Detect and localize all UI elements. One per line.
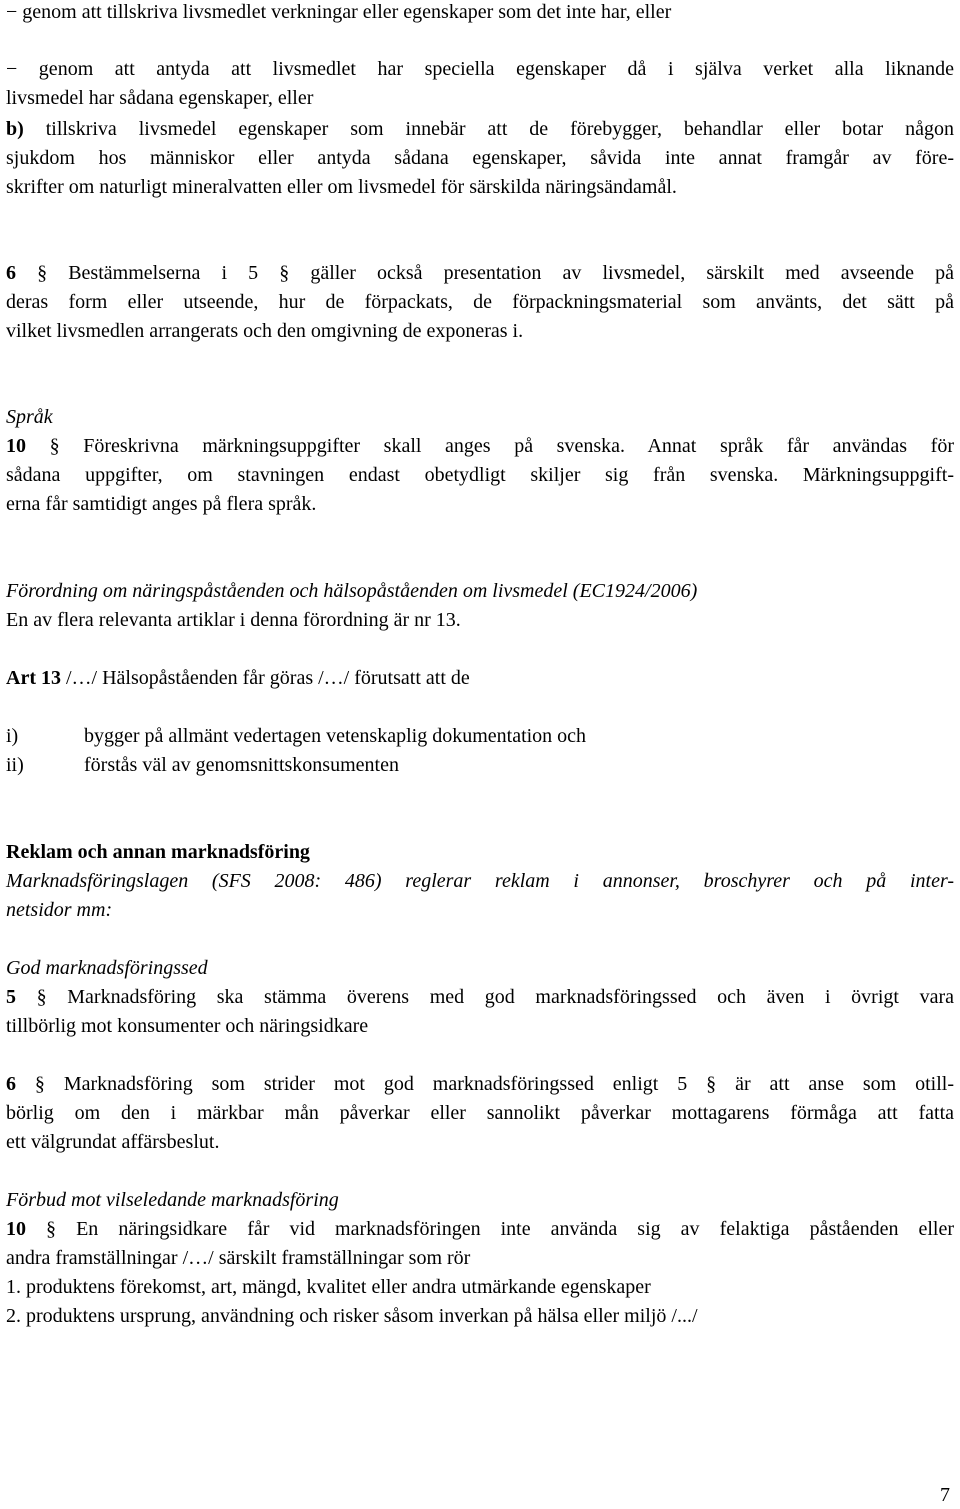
- paragraph-b: [6, 115, 954, 202]
- forbud-section: [6, 1186, 954, 1331]
- section-sign: §: [49, 435, 60, 457]
- section-number: 10: [6, 1218, 26, 1240]
- list-item-text: bygger på allmänt vedertagen vetenskaplig dokumentation och: [84, 725, 587, 747]
- paragraph-b-label: b): [6, 118, 24, 140]
- section-sign: §: [279, 262, 290, 284]
- section-6-line-3: vilket livsmedlen arrangerats och den omgivning de exponeras i.: [6, 320, 524, 342]
- section-6-line-1: [6, 259, 954, 288]
- section-sign: §: [34, 1073, 45, 1095]
- reklam-line-2: netsidor mm:: [6, 899, 113, 921]
- page-number: 7: [940, 1484, 950, 1506]
- article-13-list: [6, 722, 954, 780]
- list-item-number: i): [6, 725, 19, 747]
- article-text: /…/ Hälsopåståenden får göras /…/ förutsatt att de: [60, 667, 470, 689]
- list-item-text: förstås väl av genomsnittskonsumenten: [84, 754, 399, 776]
- forbud-item-2: 2. produktens ursprung, användning och risker såsom inverkan på hälsa eller miljö /.../: [6, 1305, 698, 1327]
- article-13: [6, 664, 954, 693]
- list-item-number: ii): [6, 754, 24, 776]
- section-number: 5: [6, 986, 16, 1008]
- section-number: 6: [6, 1073, 16, 1095]
- forordning-section: [6, 577, 954, 635]
- forbud-heading: Förbud mot vilseledande marknadsföring: [6, 1189, 339, 1211]
- god-sed-s6-text-1a: Marknadsföring som strider mot god marknadsföringssed enligt 5: [44, 1073, 707, 1095]
- sprak-text-1: Föreskrivna märkningsuppgifter skall anges på svenska. Annat språk får användas för: [59, 435, 954, 457]
- paragraph-b-line-1: [6, 115, 954, 144]
- god-sed-s6-line-2: börlig om den i märkbar mån påverkar eller sannolikt påverkar mottagarens förmåga att fatta: [6, 1102, 954, 1124]
- forbud-s10-line-2: andra framställningar /…/ särskilt framställningar som rör: [6, 1247, 471, 1269]
- article-13-line: [6, 664, 954, 693]
- forbud-s10-line-1: [6, 1215, 954, 1244]
- section-sign: §: [46, 1218, 57, 1240]
- sprak-section: [6, 403, 954, 519]
- sprak-heading: Språk: [6, 406, 53, 428]
- section-sign: §: [37, 262, 48, 284]
- reklam-heading: Reklam och annan marknadsföring: [6, 841, 310, 863]
- intro-block-2: [6, 55, 954, 113]
- god-sed-s6-text-1b: är att anse som otill-: [716, 1073, 955, 1095]
- intro-line-3: livsmedel har sådana egenskaper, eller: [6, 87, 314, 109]
- paragraph-b-line-2: sjukdom hos människor eller antyda sådana egenskaper, såvida inte annat framgår av före-: [6, 147, 954, 169]
- intro-line-2: − genom att antyda att livsmedlet har speciella egenskaper då i själva verket alla liknande: [6, 58, 954, 80]
- list-item: [6, 751, 954, 780]
- section-6-text-1a: Bestämmelserna i 5: [47, 262, 280, 284]
- intro-block: [6, 0, 954, 27]
- god-sed-s5-text-1: Marknadsföring ska stämma överens med god marknadsföringssed och även i övrigt vara: [46, 986, 955, 1008]
- god-sed-heading: God marknadsföringssed: [6, 957, 208, 979]
- sprak-line-2: sådana uppgifter, om stavningen endast obetydligt skiljer sig från svenska. Märkningsuppgift-: [6, 464, 954, 486]
- paragraph-b-text-1: tillskriva livsmedel egenskaper som innebär att de förebygger, behandlar eller botar någon: [23, 118, 954, 140]
- section-6-presentation: [6, 259, 954, 346]
- section-sign: §: [706, 1073, 717, 1095]
- god-sed-s6-line-1: [6, 1070, 954, 1099]
- god-sed-s6: [6, 1070, 954, 1157]
- section-sign: §: [36, 986, 47, 1008]
- section-number: 6: [6, 262, 16, 284]
- reklam-section: [6, 838, 954, 925]
- section-6-line-2: deras form eller utseende, hur de förpackats, de förpackningsmaterial som använts, det sätt på: [6, 291, 954, 313]
- intro-line-1: − genom att tillskriva livsmedlet verkningar eller egenskaper som det inte har, eller: [6, 1, 672, 23]
- reklam-line-1: Marknadsföringslagen (SFS 2008: 486) reglerar reklam i annonser, broschyrer och på inter-: [6, 870, 954, 892]
- god-sed-section: [6, 954, 954, 1041]
- forbud-item-1: 1. produktens förekomst, art, mängd, kvalitet eller andra utmärkande egenskaper: [6, 1276, 651, 1298]
- forbud-s10-text-1: En näringsidkare får vid marknadsföringen inte använda sig av felaktiga påståenden eller: [56, 1218, 955, 1240]
- section-6-text-1b: gäller också presentation av livsmedel, särskilt med avseende på: [289, 262, 955, 284]
- list-item: [6, 722, 954, 751]
- article-label: Art 13: [6, 667, 61, 689]
- sprak-line-1: [6, 432, 954, 461]
- sprak-line-3: erna får samtidigt anges på flera språk.: [6, 493, 317, 515]
- forordning-line-1: En av flera relevanta artiklar i denna förordning är nr 13.: [6, 609, 461, 631]
- forordning-heading: Förordning om näringspåståenden och hälsopåståenden om livsmedel (EC1924/2006): [6, 580, 698, 602]
- god-sed-s5-line-2: tillbörlig mot konsumenter och näringsidkare: [6, 1015, 369, 1037]
- section-number: 10: [6, 435, 26, 457]
- god-sed-s6-line-3: ett välgrundat affärsbeslut.: [6, 1131, 220, 1153]
- paragraph-b-line-3: skrifter om naturligt mineralvatten eller om livsmedel för särskilda näringsändamål.: [6, 176, 677, 198]
- god-sed-s5-line-1: [6, 983, 954, 1012]
